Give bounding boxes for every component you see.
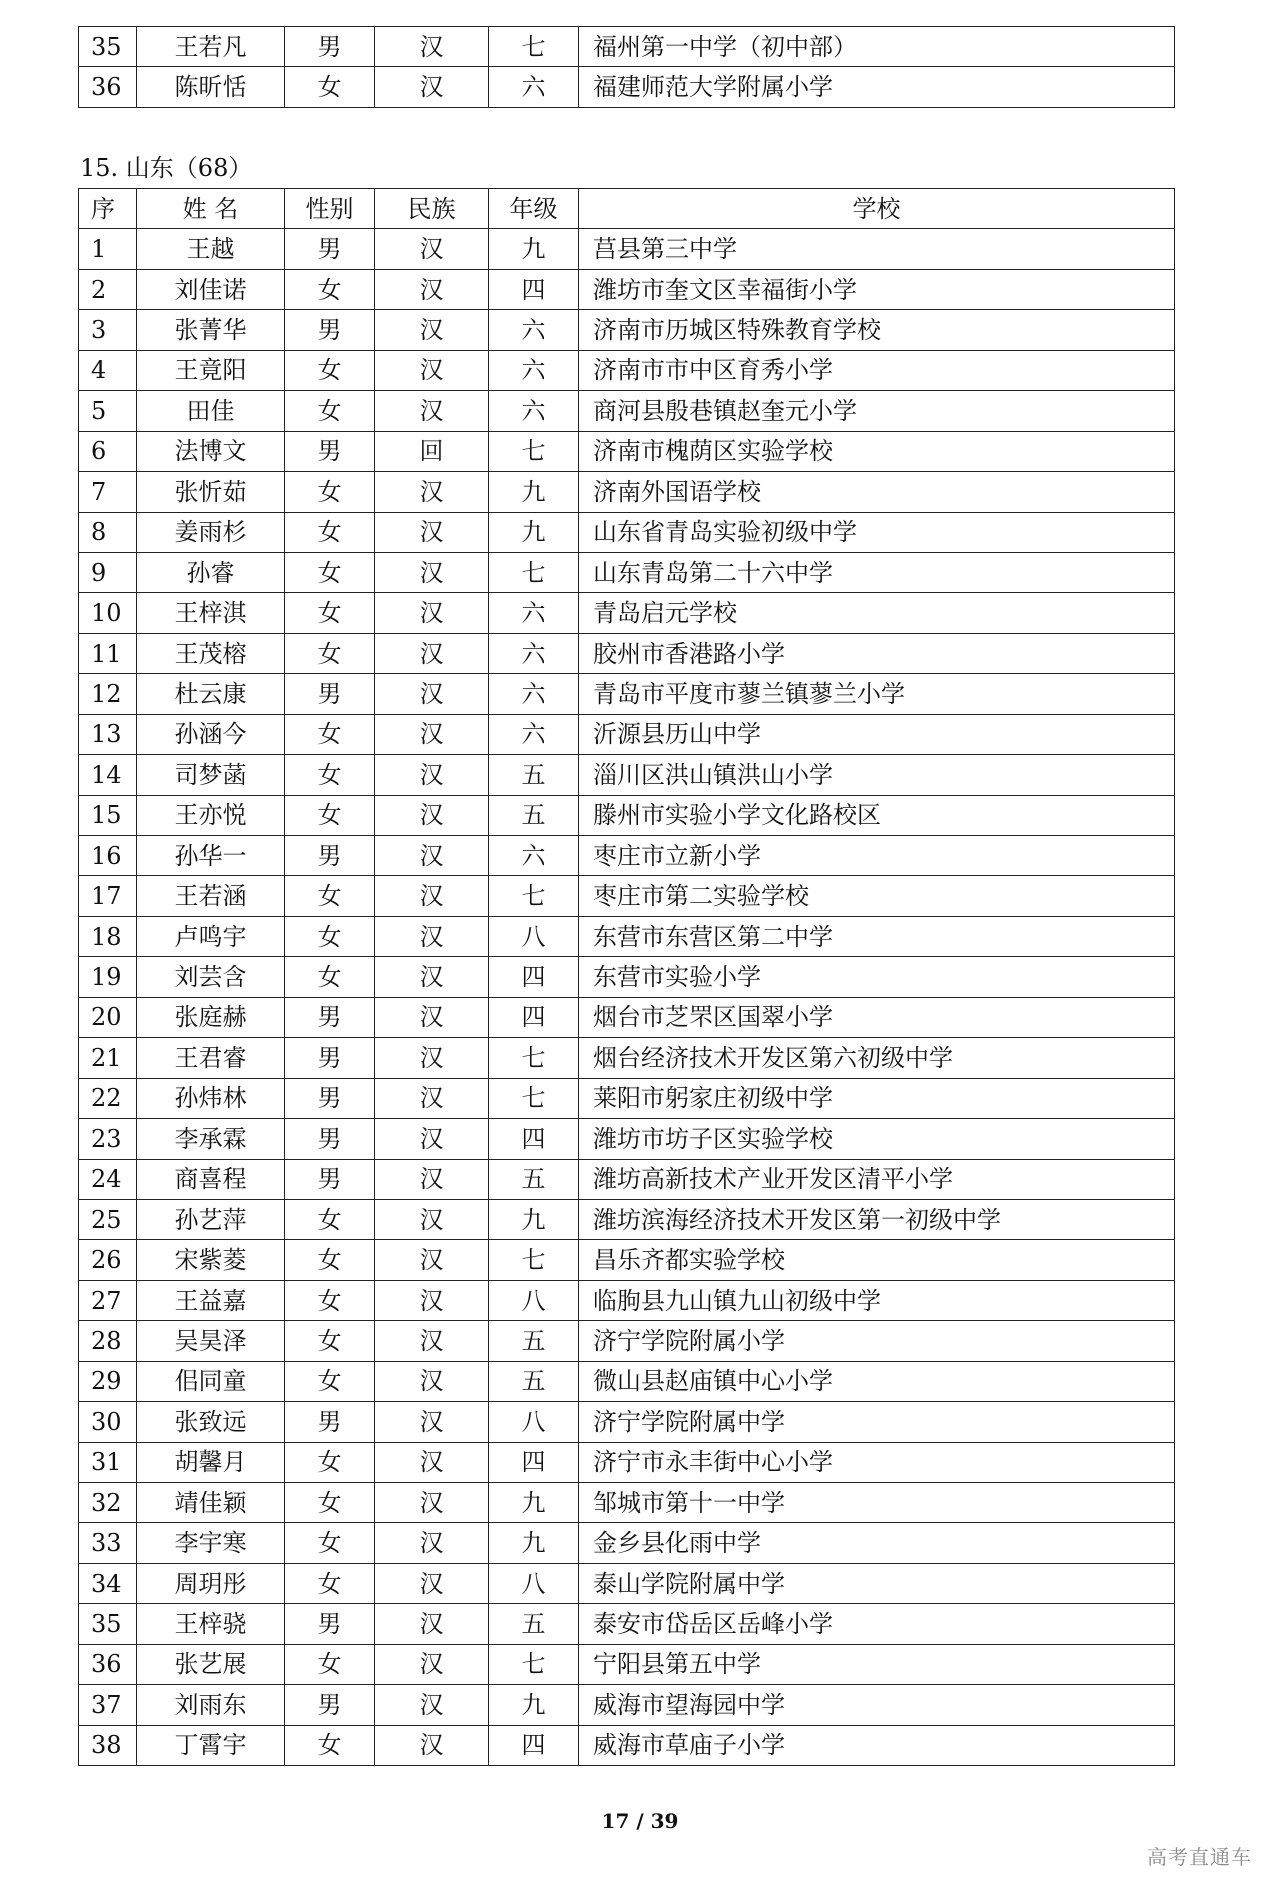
cell-no: 5 — [79, 391, 137, 431]
cell-name: 刘佳诺 — [137, 269, 285, 309]
cell-gender: 女 — [285, 916, 375, 956]
cell-name: 姜雨杉 — [137, 512, 285, 552]
cell-ethnicity: 汉 — [375, 1119, 489, 1159]
cell-ethnicity: 汉 — [375, 1523, 489, 1563]
cell-name: 刘芸含 — [137, 957, 285, 997]
table-body — [79, 229, 1175, 1766]
cell-no: 14 — [79, 755, 137, 795]
cell-ethnicity: 汉 — [375, 916, 489, 956]
cell-school: 山东青岛第二十六中学 — [579, 552, 1175, 592]
cell-name: 商喜程 — [137, 1159, 285, 1199]
cell-ethnicity: 汉 — [375, 957, 489, 997]
cell-grade: 七 — [489, 1038, 579, 1078]
cell-no: 26 — [79, 1240, 137, 1280]
cell-grade: 七 — [489, 27, 579, 67]
cell-gender: 女 — [285, 876, 375, 916]
table-row — [79, 27, 1175, 67]
cell-gender: 女 — [285, 957, 375, 997]
cell-grade: 六 — [489, 350, 579, 390]
cell-ethnicity: 汉 — [375, 1442, 489, 1482]
cell-ethnicity: 汉 — [375, 1199, 489, 1239]
cell-no: 6 — [79, 431, 137, 471]
cell-school: 东营市东营区第二中学 — [579, 916, 1175, 956]
cell-no: 25 — [79, 1199, 137, 1239]
cell-ethnicity: 汉 — [375, 512, 489, 552]
cell-grade: 七 — [489, 1240, 579, 1280]
table-row — [79, 512, 1175, 552]
cell-name: 杜云康 — [137, 674, 285, 714]
cell-ethnicity: 汉 — [375, 1483, 489, 1523]
cell-ethnicity: 汉 — [375, 593, 489, 633]
top-table-body — [79, 27, 1175, 108]
table-row — [79, 1321, 1175, 1361]
cell-grade: 六 — [489, 714, 579, 754]
cell-name: 孙涵今 — [137, 714, 285, 754]
table-row — [79, 269, 1175, 309]
header-row — [79, 189, 1175, 229]
cell-name: 陈昕恬 — [137, 67, 285, 107]
table-row — [79, 593, 1175, 633]
cell-no: 1 — [79, 229, 137, 269]
table-row — [79, 1119, 1175, 1159]
cell-gender: 女 — [285, 552, 375, 592]
cell-gender: 男 — [285, 27, 375, 67]
cell-grade: 五 — [489, 1361, 579, 1401]
cell-school: 东营市实验小学 — [579, 957, 1175, 997]
cell-grade: 五 — [489, 1159, 579, 1199]
cell-name: 吴昊泽 — [137, 1321, 285, 1361]
cell-no: 30 — [79, 1402, 137, 1442]
table-row — [79, 1361, 1175, 1401]
cell-no: 19 — [79, 957, 137, 997]
cell-ethnicity: 汉 — [375, 1280, 489, 1320]
cell-grade: 四 — [489, 1725, 579, 1765]
cell-school: 威海市草庙子小学 — [579, 1725, 1175, 1765]
cell-ethnicity: 汉 — [375, 350, 489, 390]
cell-ethnicity: 汉 — [375, 674, 489, 714]
cell-school: 青岛启元学校 — [579, 593, 1175, 633]
cell-ethnicity: 汉 — [375, 633, 489, 673]
section-title: 15. 山东（68） — [80, 154, 253, 182]
table-row — [79, 1483, 1175, 1523]
table-row — [79, 1199, 1175, 1239]
table-row — [79, 714, 1175, 754]
cell-no: 29 — [79, 1361, 137, 1401]
cell-ethnicity: 汉 — [375, 1725, 489, 1765]
cell-ethnicity: 汉 — [375, 27, 489, 67]
cell-school: 福州第一中学（初中部） — [579, 27, 1175, 67]
table-row — [79, 1604, 1175, 1644]
header-ethnicity: 民族 — [375, 189, 489, 229]
table-row — [79, 350, 1175, 390]
cell-school: 莒县第三中学 — [579, 229, 1175, 269]
table-row — [79, 472, 1175, 512]
cell-no: 22 — [79, 1078, 137, 1118]
cell-grade: 六 — [489, 836, 579, 876]
cell-name: 卢鸣宇 — [137, 916, 285, 956]
cell-school: 胶州市香港路小学 — [579, 633, 1175, 673]
header-grade: 年级 — [489, 189, 579, 229]
student-table — [78, 188, 1175, 1766]
cell-ethnicity: 汉 — [375, 1685, 489, 1725]
cell-school: 滕州市实验小学文化路校区 — [579, 795, 1175, 835]
table-row — [79, 1078, 1175, 1118]
cell-ethnicity: 汉 — [375, 1361, 489, 1401]
cell-grade: 九 — [489, 512, 579, 552]
cell-gender: 女 — [285, 1442, 375, 1482]
cell-no: 17 — [79, 876, 137, 916]
table-row — [79, 755, 1175, 795]
table-row — [79, 229, 1175, 269]
cell-gender: 女 — [285, 593, 375, 633]
cell-ethnicity: 汉 — [375, 310, 489, 350]
cell-gender: 女 — [285, 755, 375, 795]
cell-school: 福建师范大学附属小学 — [579, 67, 1175, 107]
cell-grade: 四 — [489, 997, 579, 1037]
table-header — [79, 189, 1175, 229]
cell-school: 泰安市岱岳区岳峰小学 — [579, 1604, 1175, 1644]
cell-name: 周玥彤 — [137, 1563, 285, 1603]
cell-ethnicity: 汉 — [375, 755, 489, 795]
table-row — [79, 916, 1175, 956]
cell-name: 王亦悦 — [137, 795, 285, 835]
cell-gender: 男 — [285, 229, 375, 269]
cell-ethnicity: 汉 — [375, 714, 489, 754]
cell-gender: 女 — [285, 1483, 375, 1523]
cell-school: 潍坊高新技术产业开发区清平小学 — [579, 1159, 1175, 1199]
cell-grade: 六 — [489, 593, 579, 633]
cell-no: 27 — [79, 1280, 137, 1320]
cell-grade: 四 — [489, 957, 579, 997]
cell-no: 2 — [79, 269, 137, 309]
table-row — [79, 552, 1175, 592]
cell-gender: 女 — [285, 269, 375, 309]
cell-name: 王若涵 — [137, 876, 285, 916]
table-row — [79, 1038, 1175, 1078]
cell-name: 法博文 — [137, 431, 285, 471]
watermark: 高考直通车 — [1147, 1845, 1252, 1869]
cell-school: 昌乐齐都实验学校 — [579, 1240, 1175, 1280]
cell-gender: 女 — [285, 67, 375, 107]
table-row — [79, 1644, 1175, 1684]
cell-name: 李宇寒 — [137, 1523, 285, 1563]
cell-grade: 九 — [489, 1483, 579, 1523]
cell-name: 王若凡 — [137, 27, 285, 67]
cell-gender: 男 — [285, 431, 375, 471]
cell-grade: 八 — [489, 916, 579, 956]
cell-school: 烟台经济技术开发区第六初级中学 — [579, 1038, 1175, 1078]
cell-name: 张菁华 — [137, 310, 285, 350]
cell-no: 24 — [79, 1159, 137, 1199]
cell-name: 田佳 — [137, 391, 285, 431]
cell-name: 张忻茹 — [137, 472, 285, 512]
cell-grade: 九 — [489, 1523, 579, 1563]
table-row — [79, 1240, 1175, 1280]
cell-grade: 七 — [489, 552, 579, 592]
cell-ethnicity: 汉 — [375, 472, 489, 512]
cell-school: 济宁市永丰街中心小学 — [579, 1442, 1175, 1482]
cell-gender: 男 — [285, 836, 375, 876]
cell-school: 临朐县九山镇九山初级中学 — [579, 1280, 1175, 1320]
cell-no: 10 — [79, 593, 137, 633]
cell-no: 34 — [79, 1563, 137, 1603]
cell-no: 35 — [79, 27, 137, 67]
cell-no: 35 — [79, 1604, 137, 1644]
table-row — [79, 1159, 1175, 1199]
cell-no: 3 — [79, 310, 137, 350]
table-row — [79, 633, 1175, 673]
header-school: 学校 — [579, 189, 1175, 229]
cell-ethnicity: 汉 — [375, 1038, 489, 1078]
cell-school: 金乡县化雨中学 — [579, 1523, 1175, 1563]
cell-name: 张致远 — [137, 1402, 285, 1442]
cell-no: 38 — [79, 1725, 137, 1765]
cell-grade: 五 — [489, 795, 579, 835]
cell-grade: 七 — [489, 1644, 579, 1684]
cell-no: 8 — [79, 512, 137, 552]
cell-name: 王茂榕 — [137, 633, 285, 673]
table-row — [79, 1725, 1175, 1765]
cell-grade: 九 — [489, 1685, 579, 1725]
cell-name: 王越 — [137, 229, 285, 269]
cell-name: 王梓淇 — [137, 593, 285, 633]
cell-school: 济南市市中区育秀小学 — [579, 350, 1175, 390]
cell-gender: 女 — [285, 795, 375, 835]
cell-school: 宁阳县第五中学 — [579, 1644, 1175, 1684]
cell-no: 23 — [79, 1119, 137, 1159]
cell-school: 潍坊市坊子区实验学校 — [579, 1119, 1175, 1159]
cell-grade: 七 — [489, 431, 579, 471]
cell-no: 33 — [79, 1523, 137, 1563]
cell-name: 孙艺萍 — [137, 1199, 285, 1239]
cell-grade: 七 — [489, 876, 579, 916]
cell-grade: 六 — [489, 391, 579, 431]
cell-school: 淄川区洪山镇洪山小学 — [579, 755, 1175, 795]
cell-school: 青岛市平度市蓼兰镇蓼兰小学 — [579, 674, 1175, 714]
cell-name: 孙华一 — [137, 836, 285, 876]
cell-gender: 女 — [285, 350, 375, 390]
cell-no: 20 — [79, 997, 137, 1037]
cell-school: 商河县殷巷镇赵奎元小学 — [579, 391, 1175, 431]
cell-no: 36 — [79, 67, 137, 107]
cell-grade: 六 — [489, 310, 579, 350]
cell-name: 司梦菡 — [137, 755, 285, 795]
cell-name: 丁霄宇 — [137, 1725, 285, 1765]
top-table — [78, 26, 1175, 108]
cell-school: 威海市望海园中学 — [579, 1685, 1175, 1725]
cell-gender: 女 — [285, 1725, 375, 1765]
cell-gender: 男 — [285, 1604, 375, 1644]
cell-gender: 男 — [285, 1038, 375, 1078]
cell-gender: 男 — [285, 310, 375, 350]
table-row — [79, 310, 1175, 350]
cell-school: 邹城市第十一中学 — [579, 1483, 1175, 1523]
cell-gender: 女 — [285, 1321, 375, 1361]
table-row — [79, 391, 1175, 431]
cell-school: 山东省青岛实验初级中学 — [579, 512, 1175, 552]
cell-school: 济南市槐荫区实验学校 — [579, 431, 1175, 471]
cell-gender: 女 — [285, 1199, 375, 1239]
cell-grade: 八 — [489, 1563, 579, 1603]
cell-ethnicity: 汉 — [375, 391, 489, 431]
cell-gender: 女 — [285, 472, 375, 512]
table-row — [79, 67, 1175, 107]
cell-ethnicity: 汉 — [375, 269, 489, 309]
cell-ethnicity: 汉 — [375, 997, 489, 1037]
table-row — [79, 1523, 1175, 1563]
table-row — [79, 1402, 1175, 1442]
cell-school: 莱阳市躬家庄初级中学 — [579, 1078, 1175, 1118]
table-row — [79, 431, 1175, 471]
cell-gender: 女 — [285, 391, 375, 431]
cell-no: 18 — [79, 916, 137, 956]
cell-no: 12 — [79, 674, 137, 714]
cell-school: 济南市历城区特殊教育学校 — [579, 310, 1175, 350]
cell-no: 28 — [79, 1321, 137, 1361]
cell-grade: 九 — [489, 1199, 579, 1239]
table-row — [79, 795, 1175, 835]
cell-school: 沂源县历山中学 — [579, 714, 1175, 754]
cell-grade: 五 — [489, 1321, 579, 1361]
cell-no: 4 — [79, 350, 137, 390]
cell-school: 潍坊市奎文区幸福街小学 — [579, 269, 1175, 309]
cell-gender: 男 — [285, 1159, 375, 1199]
cell-gender: 男 — [285, 1402, 375, 1442]
table-row — [79, 1442, 1175, 1482]
page-number: 17 / 39 — [601, 1809, 679, 1833]
cell-school: 微山县赵庙镇中心小学 — [579, 1361, 1175, 1401]
cell-ethnicity: 回 — [375, 431, 489, 471]
cell-name: 王益嘉 — [137, 1280, 285, 1320]
cell-grade: 八 — [489, 1280, 579, 1320]
cell-gender: 女 — [285, 1361, 375, 1401]
cell-name: 宋紫菱 — [137, 1240, 285, 1280]
cell-grade: 四 — [489, 269, 579, 309]
cell-ethnicity: 汉 — [375, 1159, 489, 1199]
cell-ethnicity: 汉 — [375, 1078, 489, 1118]
cell-gender: 女 — [285, 714, 375, 754]
cell-ethnicity: 汉 — [375, 876, 489, 916]
cell-name: 孙睿 — [137, 552, 285, 592]
cell-name: 靖佳颖 — [137, 1483, 285, 1523]
table-row — [79, 836, 1175, 876]
cell-gender: 男 — [285, 1078, 375, 1118]
cell-name: 佀同童 — [137, 1361, 285, 1401]
cell-ethnicity: 汉 — [375, 1321, 489, 1361]
cell-school: 潍坊滨海经济技术开发区第一初级中学 — [579, 1199, 1175, 1239]
cell-ethnicity: 汉 — [375, 1563, 489, 1603]
cell-gender: 女 — [285, 1563, 375, 1603]
cell-ethnicity: 汉 — [375, 552, 489, 592]
cell-grade: 八 — [489, 1402, 579, 1442]
cell-gender: 女 — [285, 1523, 375, 1563]
cell-gender: 男 — [285, 1119, 375, 1159]
cell-name: 王梓骁 — [137, 1604, 285, 1644]
cell-grade: 九 — [489, 229, 579, 269]
table-row — [79, 876, 1175, 916]
cell-ethnicity: 汉 — [375, 67, 489, 107]
cell-grade: 四 — [489, 1119, 579, 1159]
cell-school: 济宁学院附属小学 — [579, 1321, 1175, 1361]
cell-no: 31 — [79, 1442, 137, 1482]
cell-school: 枣庄市第二实验学校 — [579, 876, 1175, 916]
cell-no: 36 — [79, 1644, 137, 1684]
cell-grade: 六 — [489, 674, 579, 714]
cell-no: 32 — [79, 1483, 137, 1523]
cell-name: 张艺展 — [137, 1644, 285, 1684]
cell-no: 21 — [79, 1038, 137, 1078]
cell-grade: 五 — [489, 1604, 579, 1644]
cell-no: 11 — [79, 633, 137, 673]
cell-ethnicity: 汉 — [375, 836, 489, 876]
cell-grade: 四 — [489, 1442, 579, 1482]
cell-grade: 六 — [489, 633, 579, 673]
cell-name: 王君睿 — [137, 1038, 285, 1078]
cell-grade: 六 — [489, 67, 579, 107]
cell-name: 胡馨月 — [137, 1442, 285, 1482]
cell-no: 13 — [79, 714, 137, 754]
cell-ethnicity: 汉 — [375, 1402, 489, 1442]
cell-school: 枣庄市立新小学 — [579, 836, 1175, 876]
cell-gender: 女 — [285, 1644, 375, 1684]
cell-gender: 男 — [285, 674, 375, 714]
cell-no: 37 — [79, 1685, 137, 1725]
cell-grade: 七 — [489, 1078, 579, 1118]
cell-ethnicity: 汉 — [375, 1240, 489, 1280]
cell-ethnicity: 汉 — [375, 795, 489, 835]
table-row — [79, 1563, 1175, 1603]
cell-name: 张庭赫 — [137, 997, 285, 1037]
cell-grade: 九 — [489, 472, 579, 512]
cell-no: 16 — [79, 836, 137, 876]
cell-gender: 女 — [285, 512, 375, 552]
cell-name: 刘雨东 — [137, 1685, 285, 1725]
cell-school: 烟台市芝罘区国翠小学 — [579, 997, 1175, 1037]
cell-school: 济宁学院附属中学 — [579, 1402, 1175, 1442]
cell-gender: 女 — [285, 1280, 375, 1320]
cell-school: 泰山学院附属中学 — [579, 1563, 1175, 1603]
cell-ethnicity: 汉 — [375, 1604, 489, 1644]
table-row — [79, 997, 1175, 1037]
cell-no: 9 — [79, 552, 137, 592]
table-row — [79, 674, 1175, 714]
cell-gender: 女 — [285, 1240, 375, 1280]
cell-name: 孙炜林 — [137, 1078, 285, 1118]
table-row — [79, 957, 1175, 997]
cell-gender: 男 — [285, 997, 375, 1037]
header-no: 序 — [79, 189, 137, 229]
cell-name: 王竟阳 — [137, 350, 285, 390]
cell-ethnicity: 汉 — [375, 1644, 489, 1684]
header-gender: 性别 — [285, 189, 375, 229]
cell-gender: 男 — [285, 1685, 375, 1725]
table-row — [79, 1685, 1175, 1725]
table-row — [79, 1280, 1175, 1320]
cell-ethnicity: 汉 — [375, 229, 489, 269]
cell-no: 7 — [79, 472, 137, 512]
cell-school: 济南外国语学校 — [579, 472, 1175, 512]
cell-grade: 五 — [489, 755, 579, 795]
cell-gender: 女 — [285, 633, 375, 673]
cell-no: 15 — [79, 795, 137, 835]
cell-name: 李承霖 — [137, 1119, 285, 1159]
header-name: 姓 名 — [137, 189, 285, 229]
